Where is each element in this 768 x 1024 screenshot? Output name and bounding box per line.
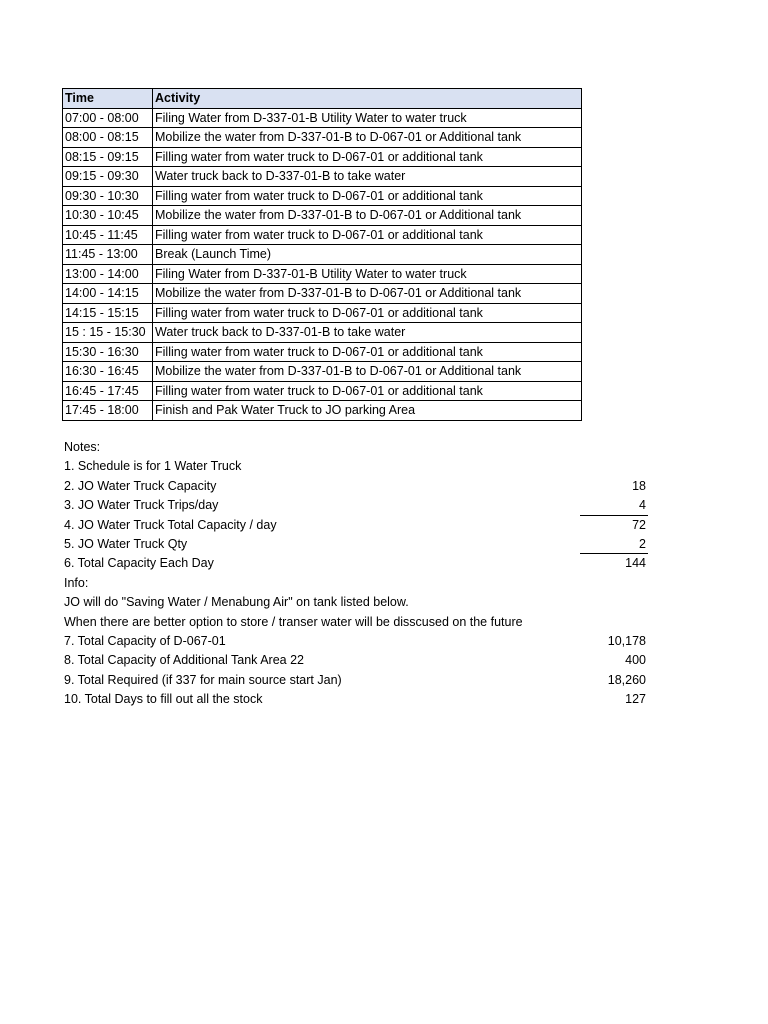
note-label: Info: <box>64 575 89 590</box>
cell-time: 10:45 - 11:45 <box>63 225 153 245</box>
cell-time: 14:00 - 14:15 <box>63 284 153 304</box>
cell-activity: Break (Launch Time) <box>153 245 582 265</box>
table-row <box>63 401 582 421</box>
table-row <box>63 186 582 206</box>
table-row <box>63 245 582 265</box>
note-line <box>64 613 648 632</box>
cell-time: 08:00 - 08:15 <box>63 128 153 148</box>
cell-activity: Filling water from water truck to D-067-01 or additional tank <box>153 225 582 245</box>
note-value: 127 <box>625 692 646 707</box>
note-value: 4 <box>639 498 646 513</box>
note-line <box>64 554 648 573</box>
table-header-row <box>63 89 582 109</box>
table-row <box>63 362 582 382</box>
cell-activity: Filling water from water truck to D-067-01 or additional tank <box>153 342 582 362</box>
note-value: 18,260 <box>607 672 646 687</box>
note-label: 10. Total Days to fill out all the stock <box>64 692 263 707</box>
cell-activity: Filing Water from D-337-01-B Utility Water to water truck <box>153 264 582 284</box>
cell-activity: Filling water from water truck to D-067-01 or additional tank <box>153 147 582 167</box>
note-value: 72 <box>632 517 646 532</box>
cell-activity: Water truck back to D-337-01-B to take water <box>153 167 582 187</box>
note-value: 144 <box>625 556 646 571</box>
note-label: 1. Schedule is for 1 Water Truck <box>64 459 242 474</box>
notes-section <box>64 438 648 709</box>
cell-activity: Filing Water from D-337-01-B Utility Water to water truck <box>153 108 582 128</box>
cell-time: 15:30 - 16:30 <box>63 342 153 362</box>
cell-time: 08:15 - 09:15 <box>63 147 153 167</box>
cell-time: 16:30 - 16:45 <box>63 362 153 382</box>
note-label: 7. Total Capacity of D-067-01 <box>64 633 226 648</box>
schedule-table <box>62 88 582 421</box>
table-row <box>63 225 582 245</box>
note-label: 8. Total Capacity of Additional Tank Area 22 <box>64 653 304 668</box>
cell-time: 16:45 - 17:45 <box>63 381 153 401</box>
note-line <box>64 671 648 690</box>
note-value: 2 <box>639 536 646 551</box>
note-line <box>64 477 648 496</box>
note-line <box>64 496 648 515</box>
note-line <box>64 593 648 612</box>
note-line <box>64 516 648 535</box>
cell-activity: Finish and Pak Water Truck to JO parking Area <box>153 401 582 421</box>
cell-activity: Mobilize the water from D-337-01-B to D-067-01 or Additional tank <box>153 128 582 148</box>
cell-time: 09:30 - 10:30 <box>63 186 153 206</box>
cell-activity: Mobilize the water from D-337-01-B to D-067-01 or Additional tank <box>153 284 582 304</box>
note-line <box>64 438 648 457</box>
column-header-activity: Activity <box>153 89 582 109</box>
table-row <box>63 323 582 343</box>
note-label: 4. JO Water Truck Total Capacity / day <box>64 517 277 532</box>
cell-time: 07:00 - 08:00 <box>63 108 153 128</box>
cell-activity: Filling water from water truck to D-067-01 or additional tank <box>153 303 582 323</box>
cell-time: 10:30 - 10:45 <box>63 206 153 226</box>
table-row <box>63 284 582 304</box>
note-value: 18 <box>632 478 646 493</box>
column-header-time: Time <box>63 89 153 109</box>
table-row <box>63 108 582 128</box>
table-row <box>63 128 582 148</box>
cell-time: 17:45 - 18:00 <box>63 401 153 421</box>
note-label: 3. JO Water Truck Trips/day <box>64 498 219 513</box>
note-label: 9. Total Required (if 337 for main source start Jan) <box>64 672 342 687</box>
cell-time: 13:00 - 14:00 <box>63 264 153 284</box>
note-label: Notes: <box>64 440 101 454</box>
note-label: 6. Total Capacity Each Day <box>64 556 214 571</box>
cell-activity: Filling water from water truck to D-067-01 or additional tank <box>153 186 582 206</box>
cell-activity: Mobilize the water from D-337-01-B to D-067-01 or Additional tank <box>153 362 582 382</box>
note-label: 5. JO Water Truck Qty <box>64 536 188 551</box>
table-row <box>63 167 582 187</box>
cell-activity: Filling water from water truck to D-067-01 or additional tank <box>153 381 582 401</box>
cell-activity: Water truck back to D-337-01-B to take water <box>153 323 582 343</box>
cell-time: 11:45 - 13:00 <box>63 245 153 265</box>
note-label: When there are better option to store / transer water will be disscused on the future <box>64 614 523 629</box>
note-line <box>64 690 648 709</box>
note-line <box>64 457 648 476</box>
note-line <box>64 535 648 554</box>
cell-time: 14:15 - 15:15 <box>63 303 153 323</box>
table-row <box>63 147 582 167</box>
note-value: 10,178 <box>607 633 646 648</box>
table-row <box>63 264 582 284</box>
note-label: JO will do "Saving Water / Menabung Air" on tank listed below. <box>64 595 409 610</box>
table-row <box>63 303 582 323</box>
table-row <box>63 342 582 362</box>
cell-time: 09:15 - 09:30 <box>63 167 153 187</box>
table-row <box>63 206 582 226</box>
note-line <box>64 651 648 670</box>
note-label: 2. JO Water Truck Capacity <box>64 478 217 493</box>
cell-activity: Mobilize the water from D-337-01-B to D-067-01 or Additional tank <box>153 206 582 226</box>
note-line <box>64 574 648 593</box>
table-row <box>63 381 582 401</box>
cell-time: 15 : 15 - 15:30 <box>63 323 153 343</box>
note-line <box>64 632 648 651</box>
note-value: 400 <box>625 653 646 668</box>
